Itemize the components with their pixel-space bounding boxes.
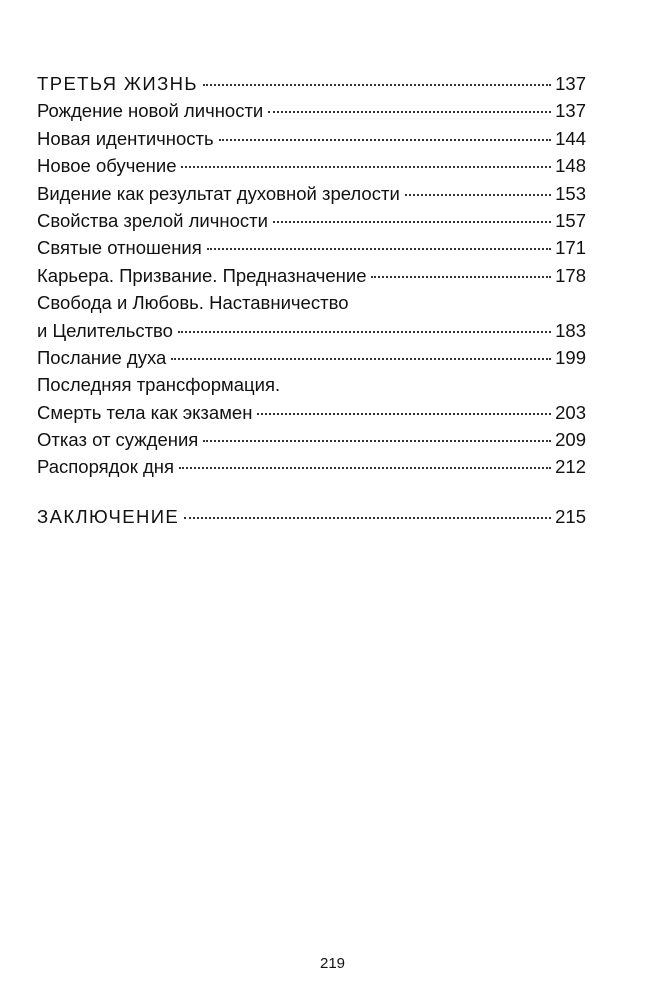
toc-entry-title: Рождение новой личности: [37, 100, 264, 122]
toc-entry-page: 199: [555, 346, 586, 368]
toc-entry: [37, 426, 586, 453]
toc-entry-page: 215: [555, 505, 586, 527]
toc-entry: [37, 344, 586, 371]
toc-entry-page: 203: [555, 401, 586, 423]
dot-leader: [405, 194, 551, 196]
dot-leader: [179, 467, 551, 469]
dot-leader: [207, 248, 551, 250]
dot-leader: [268, 111, 551, 113]
toc-entry-page: 137: [555, 100, 586, 122]
toc-entry-title: ЗАКЛЮЧЕНИЕ: [37, 505, 180, 527]
table-of-contents: [37, 70, 586, 530]
toc-entry-title: Новое обучение: [37, 155, 177, 177]
toc-entry: [37, 262, 586, 289]
toc-entry-page: 144: [555, 127, 586, 149]
toc-entry: [37, 453, 586, 480]
toc-entry-page: 209: [555, 429, 586, 451]
toc-part-conclusion: [37, 503, 586, 530]
toc-entry-page: 178: [555, 264, 586, 286]
toc-entry: [37, 399, 586, 426]
toc-entry-page: 212: [555, 456, 586, 478]
toc-part-third-life: [37, 70, 586, 97]
dot-leader: [219, 139, 551, 141]
toc-entry-title: Отказ от суждения: [37, 429, 199, 451]
toc-entry: [37, 180, 586, 207]
page-number: 219: [319, 955, 346, 972]
toc-entry-title: Последняя трансформация.: [37, 374, 281, 396]
section-gap: [37, 481, 586, 503]
toc-entry: [37, 97, 586, 124]
dot-leader: [171, 358, 551, 360]
dot-leader: [181, 166, 551, 168]
dot-leader: [203, 440, 551, 442]
toc-entry-page: 148: [555, 155, 586, 177]
dot-leader: [273, 221, 551, 223]
toc-entry-line1: [37, 289, 586, 316]
toc-entry: [37, 234, 586, 261]
toc-entry-title: ТРЕТЬЯ ЖИЗНЬ: [37, 73, 198, 94]
toc-entry-page: 183: [555, 319, 586, 341]
toc-entry-title: Видение как результат духовной зрелости: [37, 182, 400, 204]
toc-entry-title: Свойства зрелой личности: [37, 209, 268, 231]
toc-entry-title: Свобода и Любовь. Наставничество: [37, 292, 349, 314]
toc-entry-title: Святые отношения: [37, 237, 202, 259]
toc-entry: [37, 317, 586, 344]
toc-entry: [37, 207, 586, 234]
dot-leader: [257, 413, 551, 415]
toc-entry: [37, 125, 586, 152]
dot-leader: [184, 517, 551, 519]
toc-entry-title: Новая идентичность: [37, 127, 214, 149]
toc-entry-title: и Целительство: [37, 319, 173, 341]
toc-entry-title: Послание духа: [37, 346, 167, 368]
toc-entry: [37, 152, 586, 179]
toc-entry-title: Карьера. Призвание. Предназначение: [37, 264, 367, 286]
dot-leader: [203, 84, 551, 86]
toc-entry-title: Смерть тела как экзамен: [37, 401, 253, 423]
toc-entry-page: 157: [555, 209, 586, 231]
toc-entry-line1: [37, 371, 586, 398]
toc-entry-page: 171: [555, 237, 586, 259]
dot-leader: [371, 276, 551, 278]
toc-entry-page: 137: [555, 73, 586, 94]
toc-entry-page: 153: [555, 182, 586, 204]
toc-entry-title: Распорядок дня: [37, 456, 175, 478]
dot-leader: [178, 331, 551, 333]
